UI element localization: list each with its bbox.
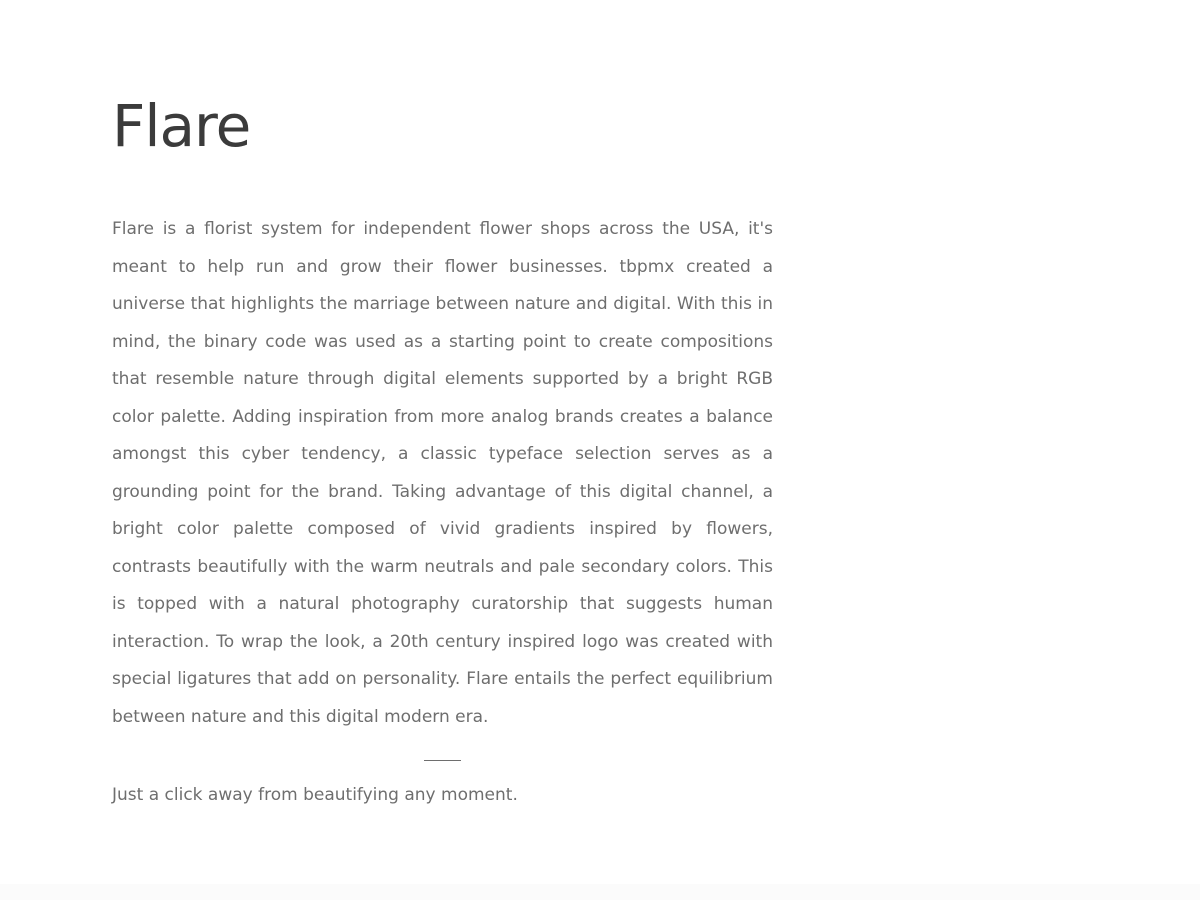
article-content [112,84,773,809]
article-body: Flare is a florist system for independent flower shops across the USA, it's meant to help run and grow their flower businesses. tbpmx created a universe that highlights the marriage between nature and digital. With this in mind, the binary code was used as a starting point to create compositions that resemble nature through digital elements supported by a bright RGB color palette. Adding inspiration from more analog brands creates a balance amongst this cyber tendency, a classic typeface selection serves as a grounding point for the brand. Taking advantage of this digital channel, a bright color palette composed of vivid gradients inspired by flowers, contrasts beautifully with the warm neutrals and pale secondary colors. This is topped with a natural photography curatorship that suggests human interaction. To wrap the look, a 20th century inspired logo was created with special ligatures that add on personality. Flare entails the perfect equilibrium between nature and this digital modern era. [112,219,773,727]
footer-band [0,884,1200,900]
page-title: Flare [112,92,251,160]
divider [424,760,461,761]
tagline: Just a click away from beautifying any moment. [112,785,518,805]
